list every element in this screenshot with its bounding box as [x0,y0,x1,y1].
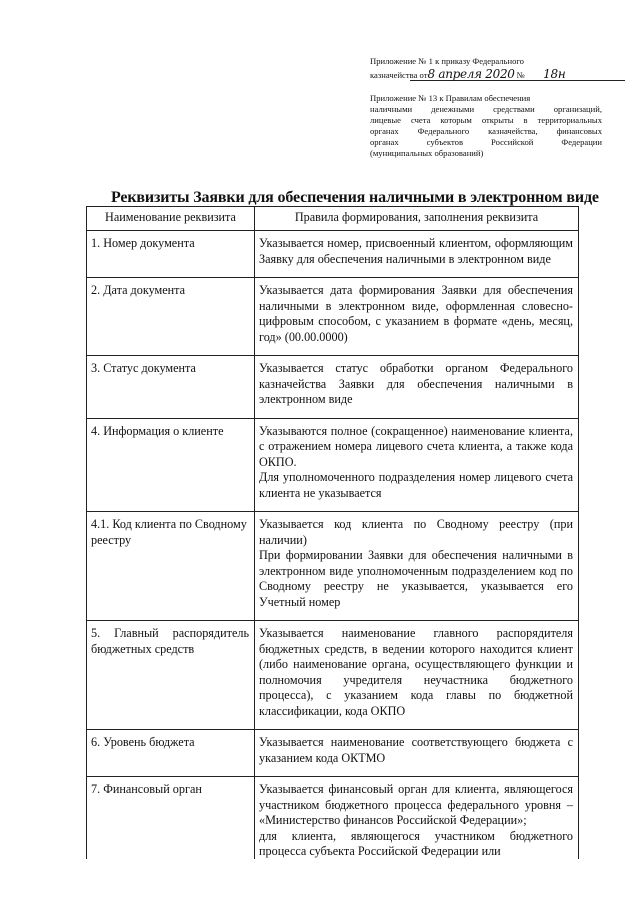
annex-date-line [370,67,602,81]
document-title: Реквизиты Заявки для обеспечения наличными в электронном виде [111,189,599,206]
annex-rules-line: лицевые счета которым открыты в территориальных [370,115,602,126]
table-row [87,418,579,511]
annex-rules-line: (муниципальных образований) [370,148,484,159]
table-row [87,777,579,860]
rule-text: Для уполномоченного подразделения номер лицевого счета клиента не указывается [259,470,573,500]
annex-order-text: Приложение № 1 к приказу Федерального [370,56,524,66]
table-row [87,621,579,730]
requisite-rule [255,777,579,860]
requisite-name: 5. Главный распорядитель бюджетных средств [87,621,255,730]
table-row [87,278,579,356]
annex-rules-reference [370,93,602,159]
requisite-rule [255,356,579,418]
annex-rules-line: наличными денежными средствами организаций, [370,104,602,115]
rule-text: Указываются полное (сокращенное) наименование клиента, с отражением номера лицевого счета клиента, а также кода ОКПО. [259,423,573,469]
requisite-rule [255,231,579,278]
annex-rules-line: органах субъектов Российской Федерации [370,137,602,148]
requisite-name: 4. Информация о клиенте [87,418,255,511]
rule-text: При формировании Заявки для обеспечения наличными в электронном виде уполномоченным подразделением код по Сводному реестру не указывается, указывается его Учетный номер [259,548,573,609]
requisite-name: 2. Дата документа [87,278,255,356]
requisite-rule [255,278,579,356]
table-row [87,231,579,278]
handwritten-date: 8 апреля 2020 [427,67,515,81]
column-header-name: Наименование реквизита [87,207,255,231]
rule-text: для клиента, являющегося участником бюджетного процесса субъекта Российской Федерации или [259,828,573,858]
requisite-name: 4.1. Код клиента по Сводному реестру [87,512,255,621]
handwritten-number: 18н [543,67,566,81]
annex-order-line [370,56,602,67]
requisite-name: 1. Номер документа [87,231,255,278]
column-header-rules: Правила формирования, заполнения реквизита [255,207,579,231]
requisite-rule [255,418,579,511]
requisite-name: 6. Уровень бюджета [87,730,255,777]
rule-text: Указывается номер, присвоенный клиентом, оформляющим Заявку для обеспечения наличными в электронном виде [259,236,573,266]
annex-number-prefix: № [516,70,525,80]
requisites-table [86,206,579,859]
requisite-rule [255,730,579,777]
requisite-name: 7. Финансовый орган [87,777,255,860]
requisite-rule [255,621,579,730]
annex-rules-line: Приложение № 13 к Правилам обеспечения [370,93,531,104]
requisite-name: 3. Статус документа [87,356,255,418]
annex-rules-line: органах Федерального казначейства, финансовых [370,126,602,137]
rule-text: Указывается статус обработки органом Федерального казначейства Заявки для обеспечения наличными в электронном виде [259,361,573,407]
requisite-rule [255,512,579,621]
rule-text: Указывается дата формирования Заявки для обеспечения наличными в электронном виде, оформленная словесно-цифровым способом, с указанием в формате «день, месяц, год» (00.00.0000) [259,283,573,344]
annex-date-prefix: казначейства от [370,70,428,80]
table-row [87,730,579,777]
annex-header [370,56,602,159]
rule-text: Указывается финансовый орган для клиента, являющегося участником бюджетного процесса федерального уровня – «Министерство финансов Российской Федерации»; [259,782,573,828]
table-header-row [87,207,579,231]
rule-text: Указывается код клиента по Сводному реестру (при наличии) [259,517,573,547]
table-row [87,356,579,418]
table-row [87,512,579,621]
rule-text: Указывается наименование соответствующего бюджета с указанием кода ОКТМО [259,735,573,765]
rule-text: Указывается наименование главного распорядителя бюджетных средств, в ведении которого находится клиент (либо наименование органа, осуществляющего функции и полномочия учредителя неучастника бюджетного процесса), с указанием кода главы по бюджетной классификации, кода ОКПО [259,626,573,718]
